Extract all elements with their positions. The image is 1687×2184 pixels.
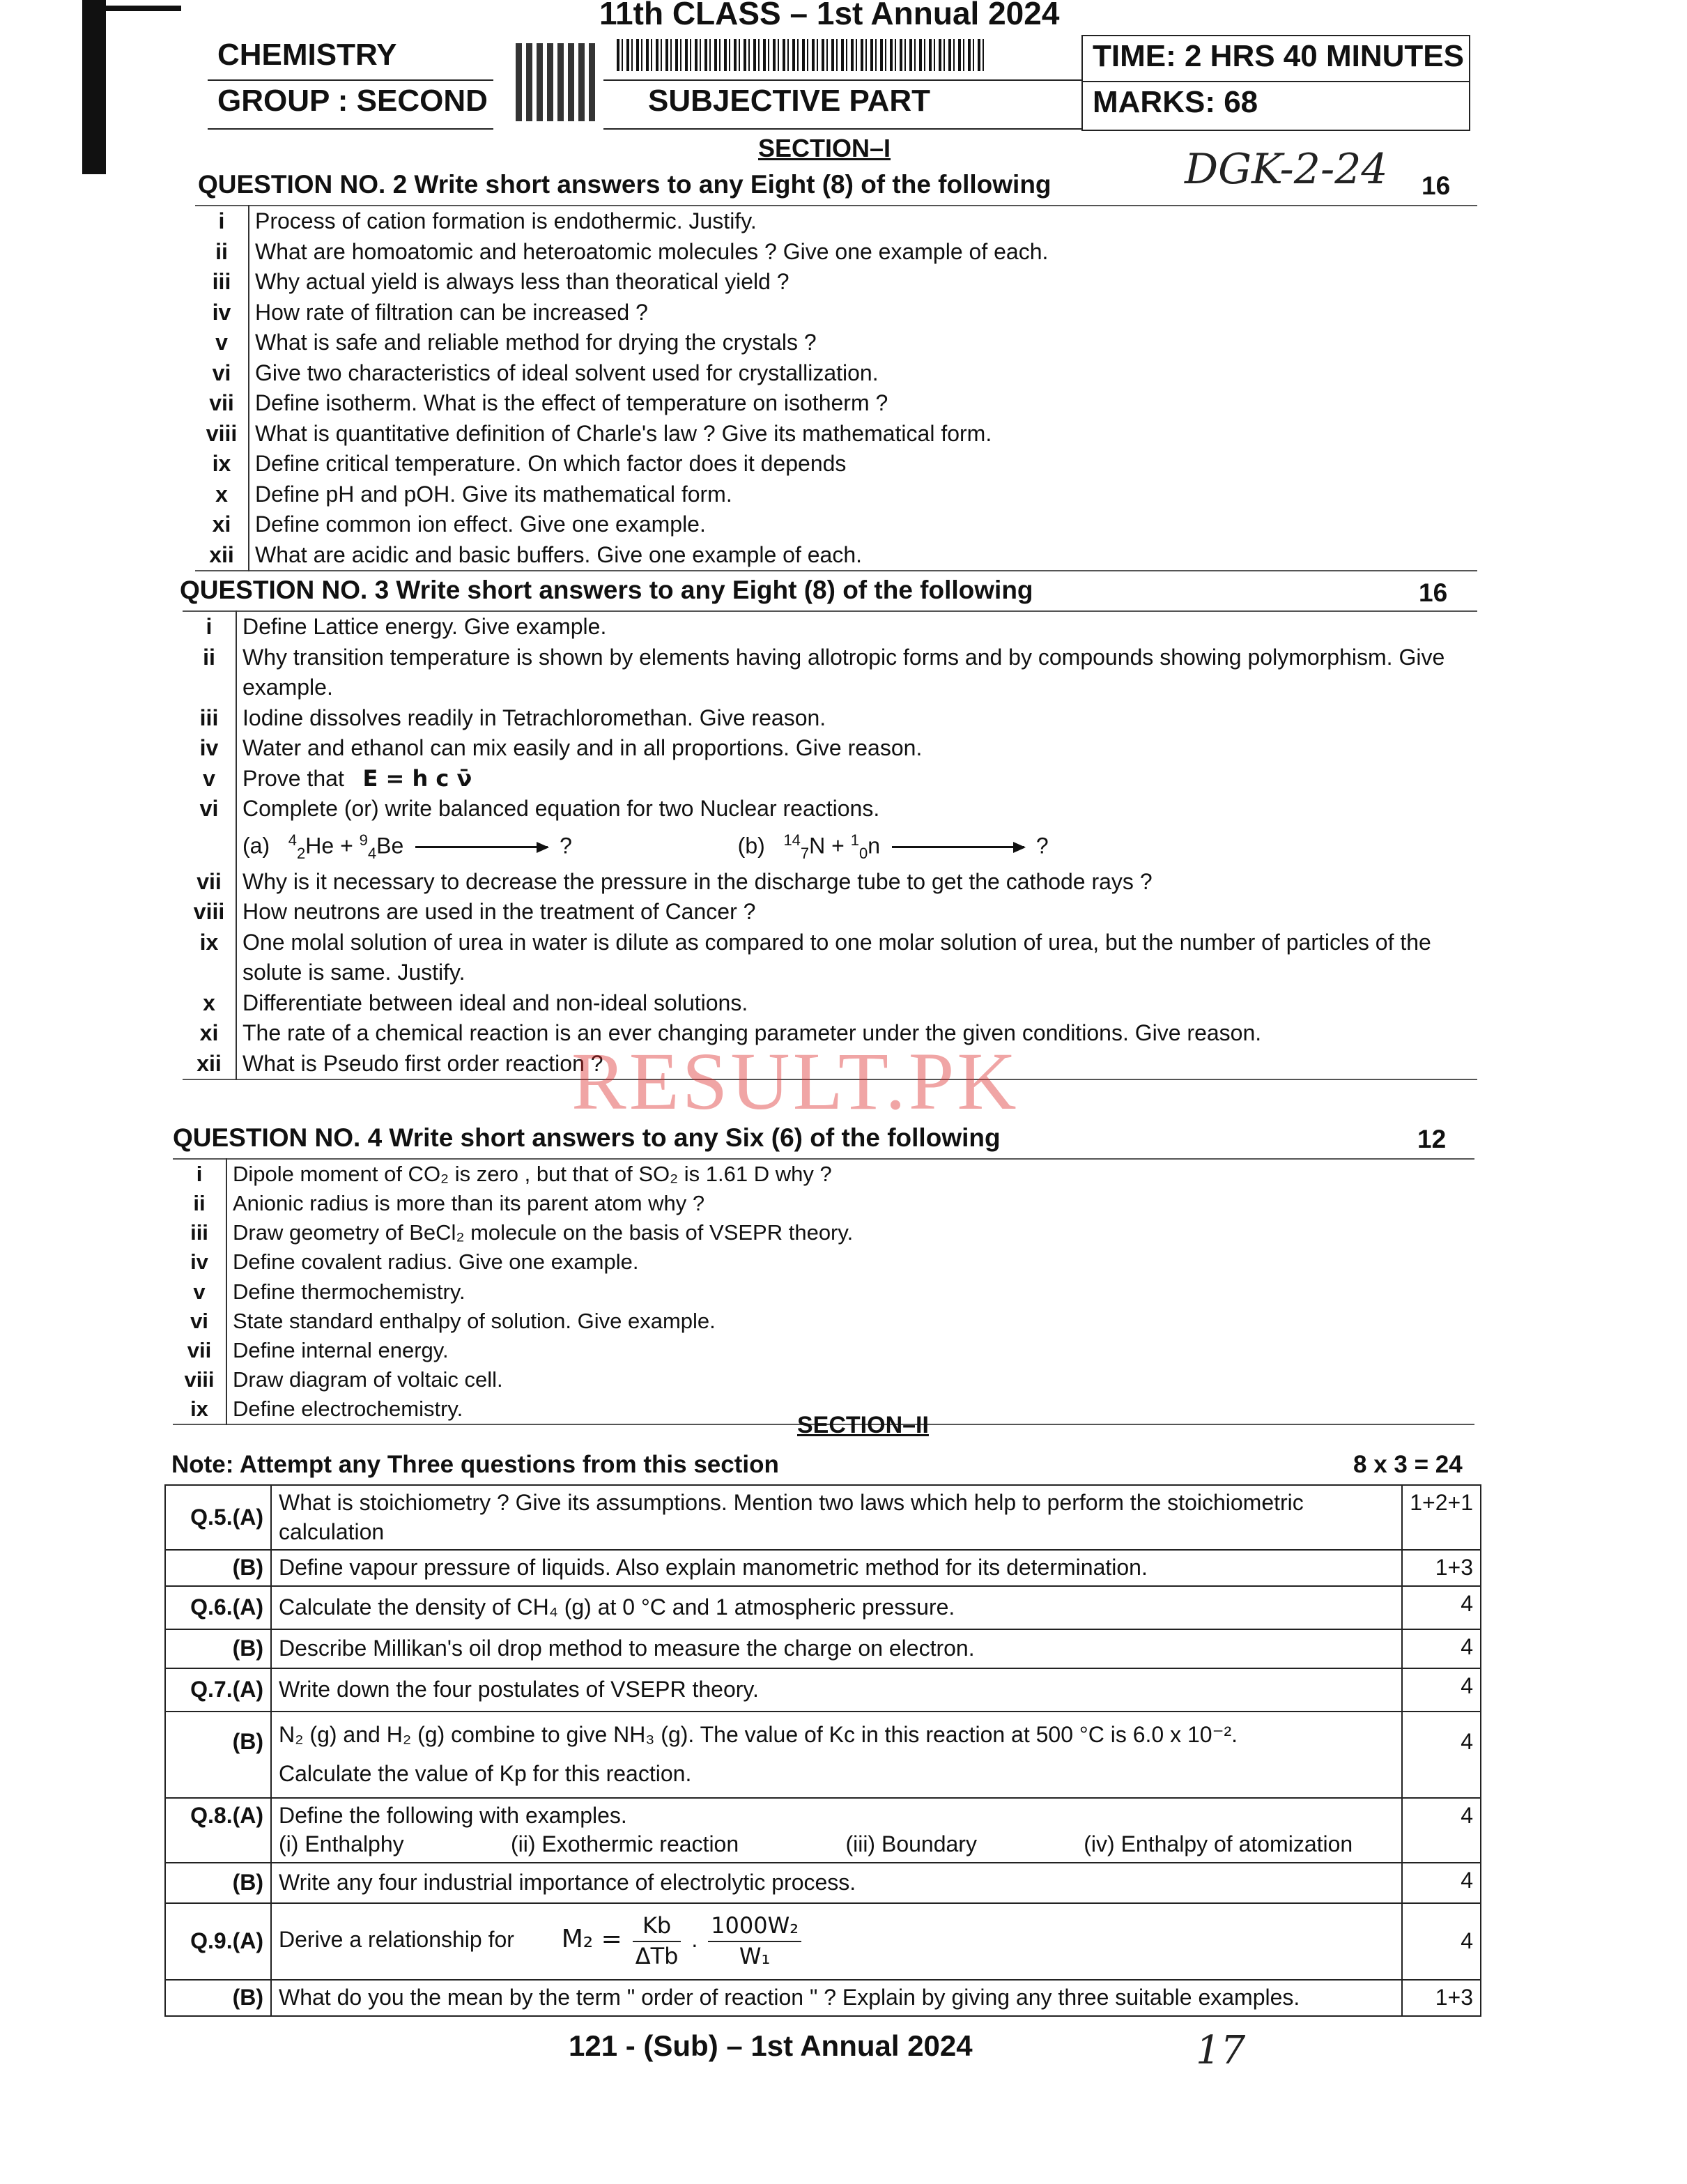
q8b-row: (B) Write any four industrial importance of electrolytic process. 4 <box>165 1863 1481 1903</box>
neutron-symbol: n <box>868 833 881 859</box>
q4-item-number: ix <box>190 1397 208 1422</box>
q8a-prompt: Define the following with examples. <box>279 1802 627 1828</box>
q3-item-ix: ix One molal solution of urea in water is dilute as compared to one molar solution of urea, but the number of particles of the solute is same. Justify. <box>183 928 1477 988</box>
q4-item-iv <box>173 1247 1474 1277</box>
q4-item-number: ii <box>193 1191 206 1216</box>
part-label: SUBJECTIVE PART <box>648 84 931 118</box>
q8a-row: Q.8.(A) Define the following with examples. (i) Enthalphy (ii) Exothermic reaction (iii) Boundary (iv) Enthalpy of atomization 4 <box>165 1798 1481 1863</box>
q2-item-number: viii <box>206 420 238 446</box>
q2-item-text: Define common ion effect. Give one example. <box>249 509 1477 540</box>
q2-title: QUESTION NO. 2 Write short answers to any Eight (8) of the following <box>198 170 1052 199</box>
reaction-a-arrow-icon <box>415 846 548 848</box>
q2-item-v <box>195 328 1477 358</box>
handwritten-code: DGK-2-24 <box>1185 145 1388 194</box>
q4-item-text: State standard enthalpy of solution. Give example. <box>226 1307 1474 1336</box>
q7a-row: Q.7.(A) Write down the four postulates of VSEPR theory. 4 <box>165 1668 1481 1712</box>
q4-item-v <box>173 1277 1474 1307</box>
group-cell <box>208 81 493 130</box>
marks-label: MARKS: 68 <box>1093 85 1258 119</box>
q3-item-x: x Differentiate between ideal and non-ideal solutions. <box>183 988 1477 1019</box>
nuclear-reactions: (a) $^4_2$He + $^9_4$Be ? (b) $^{14}_7$N + $^1_0$n ? <box>242 831 1049 862</box>
q2-item-xi <box>195 509 1477 540</box>
section1-title: SECTION–I <box>758 134 891 162</box>
q4-item-number: iv <box>190 1249 208 1275</box>
q3-title: QUESTION NO. 3 Write short answers to any Eight (8) of the following <box>180 576 1033 604</box>
reaction-b-label: (b) <box>737 833 765 859</box>
q4-item-text: Define covalent radius. Give one example. <box>226 1247 1474 1277</box>
reaction-b-arrow-icon <box>892 846 1024 848</box>
q4-item-number: vi <box>190 1308 208 1333</box>
q2-item-ii <box>195 237 1477 268</box>
q2-item-number: i <box>218 208 225 233</box>
q2-item-text: How rate of filtration can be increased ? <box>249 298 1477 328</box>
q7b-line2: Calculate the value of Kp for this reaction. <box>279 1760 692 1786</box>
prove-text: Prove that <box>242 765 344 791</box>
q2-item-x <box>195 479 1477 510</box>
q4-item-text: Anionic radius is more than its parent atom why ? <box>226 1189 1474 1218</box>
q2-item-number: v <box>215 330 228 355</box>
q4-item-text: Draw diagram of voltaic cell. <box>226 1365 1474 1394</box>
q2-item-vii <box>195 388 1477 419</box>
q5b-row: (B) Define vapour pressure of liquids. Also explain manometric method for its determination. 1+3 <box>165 1550 1481 1586</box>
q3-table <box>183 610 1477 1080</box>
q7b-line1: N₂ (g) and H₂ (g) combine to give NH₃ (g). The value of Kc in this reaction at 500 °C is 6.0 x 10⁻². <box>279 1722 1238 1748</box>
q2-item-vi <box>195 358 1477 389</box>
class-line-text: 11th CLASS – 1st Annual 2024 <box>599 0 1060 31</box>
q3-item-vii: vii Why is it necessary to decrease the pressure in the discharge tube to get the cathode rays ? <box>183 867 1477 898</box>
watermark: RESULT.PK <box>571 1036 1019 1127</box>
subject-label: CHEMISTRY <box>217 38 397 72</box>
section2-note: Note: Attempt any Three questions from this section <box>171 1451 779 1478</box>
q6b-row: (B) Describe Millikan's oil drop method to measure the charge on electron. 4 <box>165 1629 1481 1668</box>
q2-item-text: What is safe and reliable method for drying the crystals ? <box>249 328 1477 358</box>
q3-item-iii: iii Iodine dissolves readily in Tetrachloromethan. Give reason. <box>183 703 1477 734</box>
nuclear-question: Complete (or) write balanced equation for two Nuclear reactions. <box>242 796 880 822</box>
barcode <box>617 39 986 71</box>
q4-item-vii <box>173 1336 1474 1365</box>
q4-item-viii <box>173 1365 1474 1394</box>
q2-item-iv <box>195 298 1477 328</box>
q2-item-text: Give two characteristics of ideal solvent used for crystallization. <box>249 358 1477 389</box>
subject-cell <box>208 35 493 81</box>
q8a-opt-4: (iv) Enthalpy of atomization <box>1084 1831 1353 1857</box>
q3-item-ii: ii Why transition temperature is shown by elements having allotropic forms and by compounds showing polymorphism. Give example. <box>183 643 1477 703</box>
q4-item-number: iii <box>190 1220 208 1245</box>
q2-item-text: Process of cation formation is endothermic. Justify. <box>249 206 1477 237</box>
q2-item-ix <box>195 449 1477 479</box>
q4-item-text: Define thermochemistry. <box>226 1277 1474 1307</box>
q3-item-xii: xii What is Pseudo first order reaction ? <box>183 1049 1477 1080</box>
time-cell <box>1081 35 1470 82</box>
q4-item-number: i <box>196 1162 203 1186</box>
q3-marks: 16 <box>1419 578 1448 607</box>
q9a-lhs: M₂ = <box>561 1925 622 1954</box>
q9a-frac2: $\frac{\text{1000W₂}}{\text{W₁}}$ <box>708 1912 801 1971</box>
q4-item-i <box>173 1159 1474 1189</box>
q2-item-text: Define critical temperature. On which factor does it depends <box>249 449 1477 479</box>
q6a-row: Q.6.(A) Calculate the density of CH₄ (g) at 0 °C and 1 atmospheric pressure. 4 <box>165 1586 1481 1629</box>
q4-item-text: Draw geometry of BeCl₂ molecule on the basis of VSEPR theory. <box>226 1218 1474 1247</box>
q2-item-number: x <box>215 481 228 507</box>
q2-item-viii <box>195 419 1477 449</box>
marks-cell <box>1081 81 1470 131</box>
q4-item-text: Define internal energy. <box>226 1336 1474 1365</box>
long-questions-table <box>164 1484 1481 2017</box>
q9a-text: Derive a relationship for <box>279 1927 514 1953</box>
scan-edge-mark <box>82 0 106 174</box>
q2-item-xii <box>195 540 1477 571</box>
q4-item-number: vii <box>187 1337 212 1362</box>
q2-item-number: xi <box>212 512 231 537</box>
q2-table <box>195 205 1477 571</box>
q4-item-iii <box>173 1218 1474 1247</box>
q4-item-number: viii <box>184 1367 215 1392</box>
q2-item-i <box>195 206 1477 237</box>
q4-marks: 12 <box>1417 1125 1447 1153</box>
q2-item-number: iv <box>212 299 231 325</box>
q9b-row: (B) What do you the mean by the term " order of reaction " ? Explain by giving any three suitable examples. 1+3 <box>165 1980 1481 2016</box>
q2-item-number: ii <box>215 238 228 264</box>
q3-item-viii: viii How neutrons are used in the treatment of Cancer ? <box>183 897 1477 928</box>
q2-item-number: ix <box>212 451 231 477</box>
q2-item-text: Define pH and pOH. Give its mathematical form. <box>249 479 1477 510</box>
q9a-frac1: $\frac{Kb}{\text{ΔTb}}$ <box>633 1912 681 1971</box>
q4-item-ii <box>173 1189 1474 1218</box>
q8a-opt-3: (iii) Boundary <box>845 1831 977 1857</box>
part-cell <box>603 79 1081 130</box>
nitrogen-symbol: N <box>809 833 826 859</box>
q8a-opt-2: (ii) Exothermic reaction <box>510 1831 739 1857</box>
q4-item-text: Define electrochemistry. <box>226 1394 1474 1424</box>
q2-item-text: What is quantitative definition of Charle's law ? Give its mathematical form. <box>249 419 1477 449</box>
q8a-opt-1: (i) Enthalphy <box>279 1831 404 1857</box>
q2-marks: 16 <box>1422 171 1451 200</box>
q4-item-text: Dipole moment of CO₂ is zero , but that of SO₂ is 1.61 D why ? <box>226 1159 1474 1189</box>
q3-item-vi: vi Complete (or) write balanced equation for two Nuclear reactions. (a) $^4_2$He + $^9_4$Be ? (b) $^{14}_7$N + $^1_0$n ? <box>183 794 1477 866</box>
q3-item-v: v Prove that E = h c ν̄ <box>183 764 1477 794</box>
footer-handwritten-mark: 17 <box>1196 2028 1246 2073</box>
section2-marks: 8 x 3 = 24 <box>1353 1451 1463 1478</box>
scan-corner-mark <box>105 6 181 11</box>
q3-item-xi: xi The rate of a chemical reaction is an ever changing parameter under the given conditions. Give reason. <box>183 1018 1477 1049</box>
q2-item-number: xii <box>209 541 234 567</box>
q4-item-number: v <box>193 1279 206 1304</box>
q2-item-iii <box>195 267 1477 298</box>
q2-item-text: What are acidic and basic buffers. Give one example of each. <box>249 540 1477 571</box>
q4-table <box>173 1158 1474 1425</box>
q3-item-i: i Define Lattice energy. Give example. <box>183 611 1477 643</box>
helium-symbol: He <box>305 833 334 859</box>
q8a-options <box>279 1830 1394 1859</box>
prove-equation: E = h c ν̄ <box>362 764 472 792</box>
q5a-row: Q.5.(A) What is stoichiometry ? Give its assumptions. Mention two laws which help to perform the stoichiometric calculation 1+2+1 <box>165 1485 1481 1550</box>
q2-item-text: What are homoatomic and heteroatomic molecules ? Give one example of each. <box>249 237 1477 268</box>
q2-item-number: iii <box>212 269 231 295</box>
q9a-row: Q.9.(A) Derive a relationship for M₂ = $\frac{Kb}{\text{ΔTb}}$ . $\frac{\text{1000W₂}}{\text{W₁}}$ 4 <box>165 1903 1481 1980</box>
footer-code: 121 - (Sub) – 1st Annual 2024 <box>569 2029 973 2062</box>
section2-title: SECTION–II <box>797 1412 929 1438</box>
beryllium-symbol: Be <box>376 833 404 859</box>
q4-item-vi <box>173 1307 1474 1336</box>
class-line <box>599 0 1059 32</box>
time-label: TIME: 2 HRS 40 MINUTES <box>1093 39 1464 73</box>
q2-item-number: vi <box>212 360 231 385</box>
reaction-a-label: (a) <box>242 833 270 859</box>
q2-item-text: Define isotherm. What is the effect of temperature on isotherm ? <box>249 388 1477 419</box>
q3-item-iv: iv Water and ethanol can mix easily and in all proportions. Give reason. <box>183 733 1477 764</box>
q2-item-number: vii <box>209 390 234 416</box>
q7b-row: (B) N₂ (g) and H₂ (g) combine to give NH₃ (g). The value of Kc in this reaction at 500 °C is 6.0 x 10⁻². Calculate the value of Kp for this reaction. 4 <box>165 1712 1481 1798</box>
qr-code <box>516 43 598 121</box>
group-label: GROUP : SECOND <box>217 84 488 118</box>
q2-item-text: Why actual yield is always less than theoratical yield ? <box>249 267 1477 298</box>
q4-title: QUESTION NO. 4 Write short answers to any Six (6) of the following <box>173 1123 1001 1152</box>
